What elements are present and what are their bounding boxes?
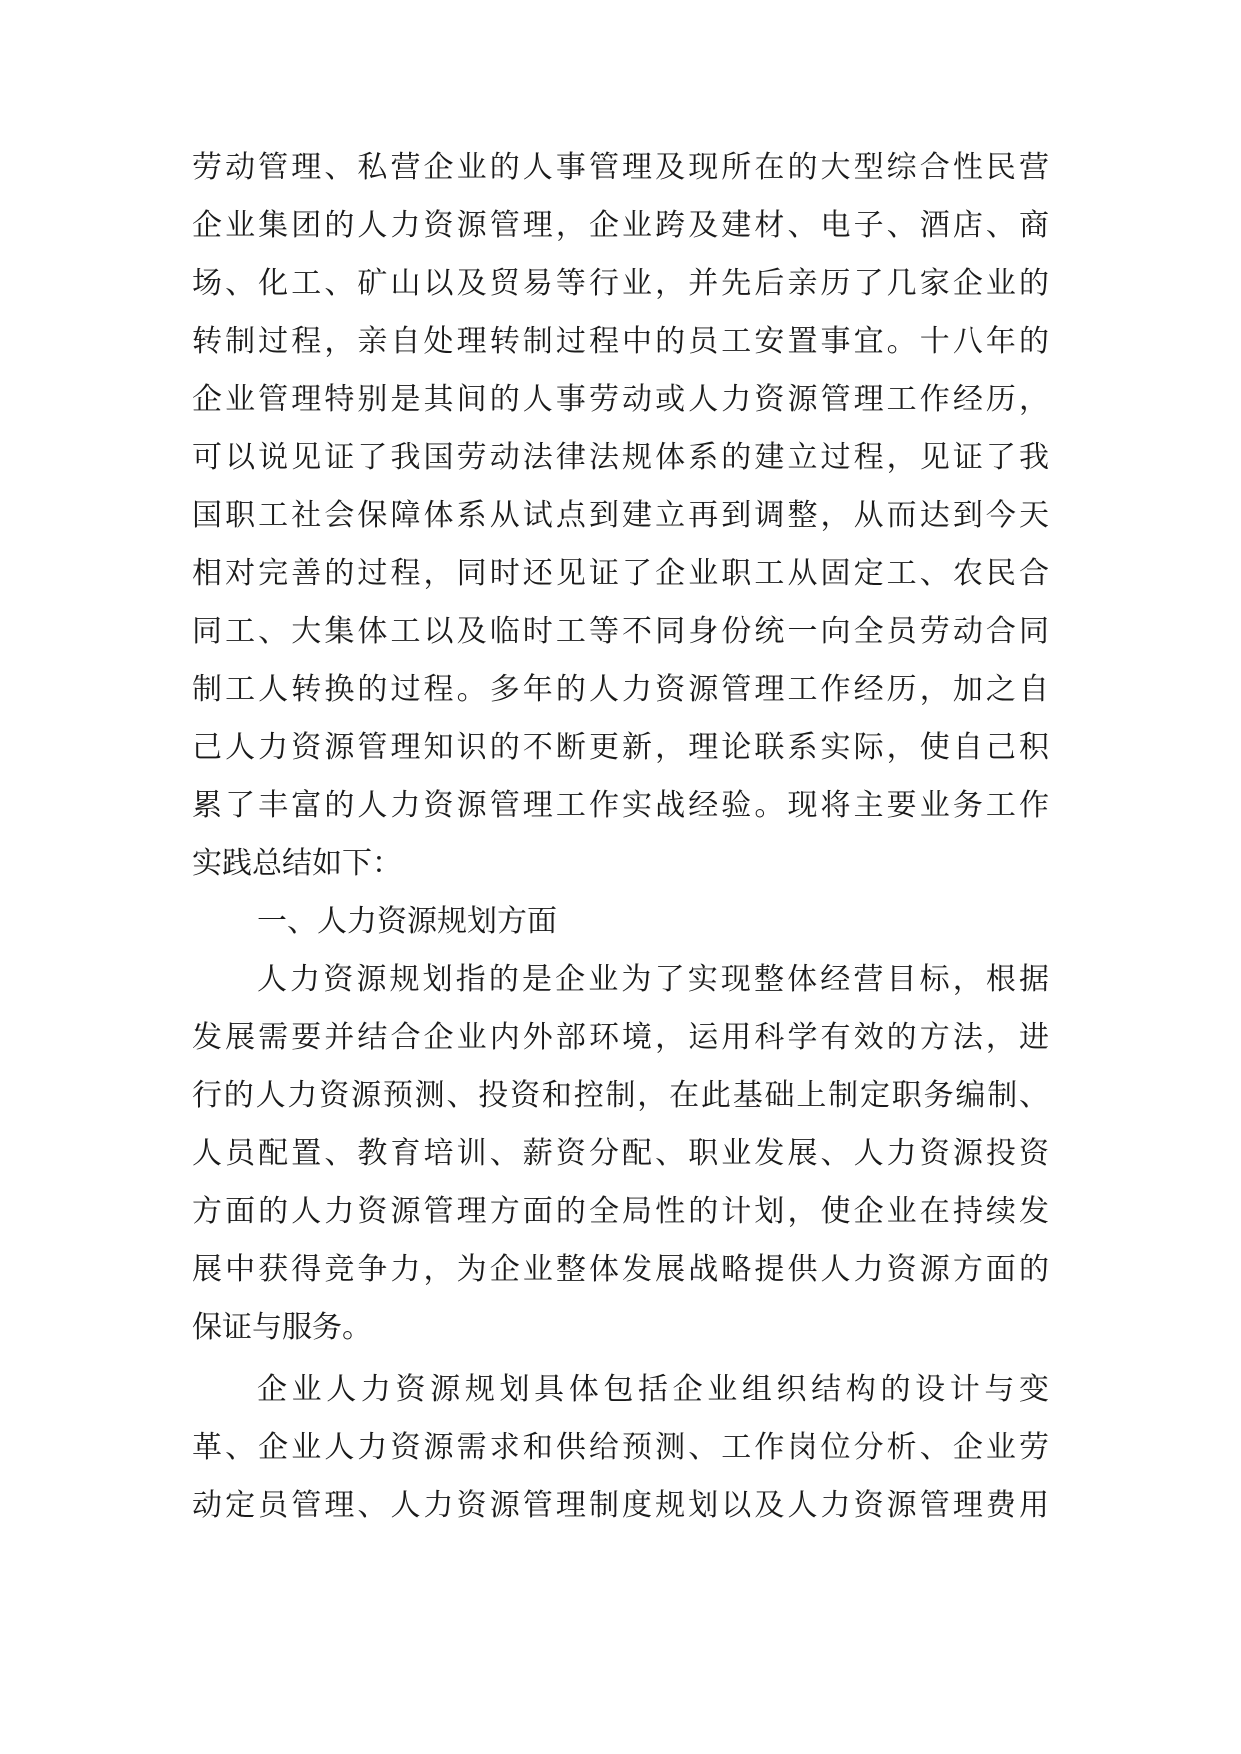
body-text-line: 场、化工、矿山以及贸易等行业，并先后亲历了几家企业的 [192,266,1049,301]
body-text-line: 实践总结如下： [192,846,402,881]
body-text-line: 累了丰富的人力资源管理工作实战经验。现将主要业务工作 [192,788,1049,823]
body-text-line: 革、企业人力资源需求和供给预测、工作岗位分析、企业劳 [192,1430,1049,1465]
body-text-line: 动定员管理、人力资源管理制度规划以及人力资源管理费用 [192,1488,1049,1523]
body-text-line: 制工人转换的过程。多年的人力资源管理工作经历，加之自 [192,672,1049,707]
body-text-line: 劳动管理、私营企业的人事管理及现所在的大型综合性民营 [192,150,1049,185]
body-text-line: 企业集团的人力资源管理，企业跨及建材、电子、酒店、商 [192,208,1049,243]
section-heading: 一、人力资源规划方面 [257,904,557,939]
body-text-line: 行的人力资源预测、投资和控制，在此基础上制定职务编制、 [192,1078,1049,1113]
body-text-line: 方面的人力资源管理方面的全局性的计划，使企业在持续发 [192,1194,1049,1229]
body-text-line: 人员配置、教育培训、薪资分配、职业发展、人力资源投资 [192,1136,1049,1171]
body-text-line: 展中获得竞争力，为企业整体发展战略提供人力资源方面的 [192,1252,1049,1287]
paragraph-first-line: 企业人力资源规划具体包括企业组织结构的设计与变 [257,1372,1049,1407]
body-text-line: 转制过程，亲自处理转制过程中的员工安置事宜。十八年的 [192,324,1049,359]
body-text-line: 企业管理特别是其间的人事劳动或人力资源管理工作经历， [192,382,1049,417]
body-text-line: 己人力资源管理知识的不断更新，理论联系实际，使自己积 [192,730,1049,765]
body-text-line: 同工、大集体工以及临时工等不同身份统一向全员劳动合同 [192,614,1049,649]
body-text-line: 相对完善的过程，同时还见证了企业职工从固定工、农民合 [192,556,1049,591]
body-text-line: 保证与服务。 [192,1310,372,1345]
body-text-line: 可以说见证了我国劳动法律法规体系的建立过程，见证了我 [192,440,1049,475]
body-text-line: 发展需要并结合企业内外部环境，运用科学有效的方法，进 [192,1020,1049,1055]
body-text-line: 国职工社会保障体系从试点到建立再到调整，从而达到今天 [192,498,1049,533]
paragraph-first-line: 人力资源规划指的是企业为了实现整体经营目标，根据 [257,962,1049,997]
